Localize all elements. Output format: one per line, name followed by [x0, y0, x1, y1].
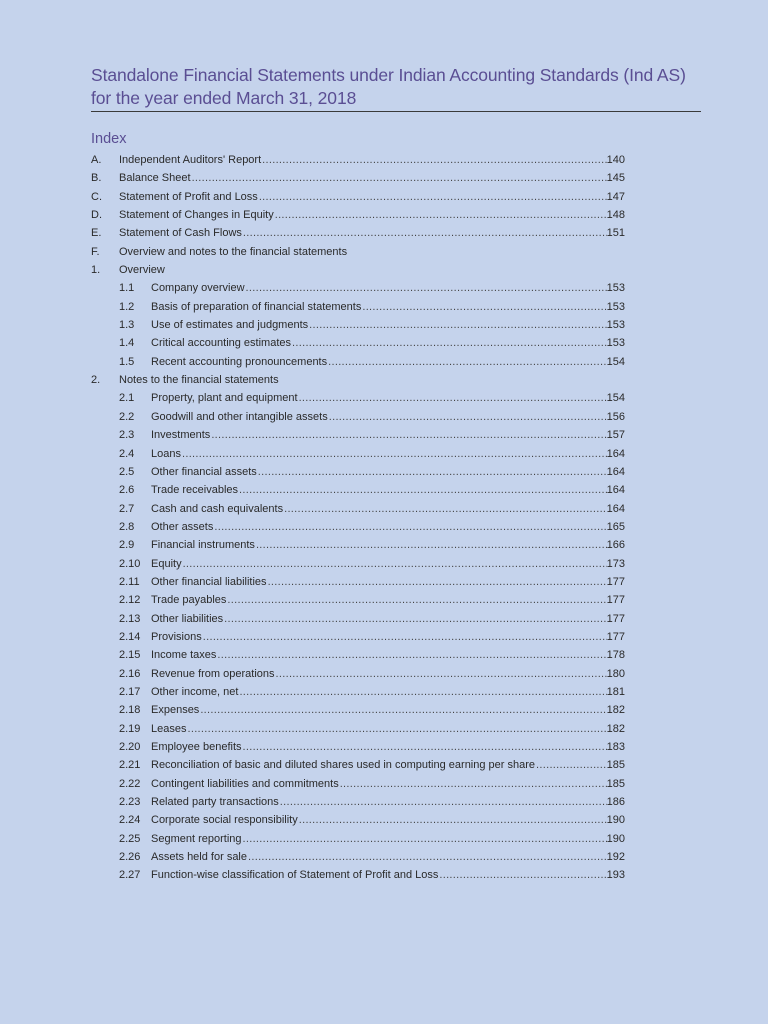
toc-entry-page: 183 [606, 741, 625, 753]
toc-entry-page: 190 [606, 814, 625, 827]
toc-entry-page: 153 [606, 300, 625, 313]
toc-entry-label: Cash and cash equivalents [151, 502, 284, 515]
toc-entry-number: F. [91, 245, 100, 258]
toc-dot-leader [242, 830, 607, 848]
toc-entry[interactable] [91, 610, 625, 628]
toc-dot-leader [291, 334, 607, 352]
toc-entry-label: Notes to the financial statements [119, 374, 279, 387]
toc-entry-page: 173 [606, 557, 625, 570]
toc-entry-label: Segment reporting [151, 832, 242, 845]
toc-entry-label: Critical accounting estimates [151, 337, 292, 350]
toc-entry[interactable] [91, 243, 625, 261]
toc-entry-page: 177 [606, 612, 625, 625]
toc-entry-number: 1.5 [119, 355, 135, 368]
toc-entry-number: 2.26 [119, 851, 141, 864]
toc-entry-label: Related party transactions [151, 796, 279, 809]
toc-entry-page: 180 [606, 667, 625, 680]
toc-entry-page: 164 [606, 447, 625, 460]
toc-entry-page: 178 [606, 649, 625, 662]
toc-entry-label: Goodwill and other intangible assets [151, 410, 328, 423]
toc-dot-leader [535, 756, 607, 774]
toc-entry[interactable] [91, 426, 625, 444]
index-heading: Index [91, 131, 127, 147]
toc-entry-number: 2.20 [119, 741, 141, 753]
toc-entry-label: Other financial assets [151, 465, 257, 478]
toc-entry-number: 2.15 [119, 649, 141, 662]
toc-dot-leader [261, 151, 606, 169]
toc-entry[interactable] [91, 188, 625, 206]
toc-entry[interactable] [91, 848, 625, 866]
toc-entry-number: 2.19 [119, 722, 141, 735]
toc-entry[interactable] [91, 298, 625, 316]
toc-entry[interactable] [91, 555, 625, 573]
toc-entry-label: Trade payables [151, 594, 227, 607]
toc-dot-leader [255, 536, 607, 554]
toc-entry[interactable] [91, 536, 625, 554]
toc-entry-label: Independent Auditors' Report [119, 154, 262, 166]
toc-entry-label: Employee benefits [151, 741, 242, 753]
toc-entry-label: Reconciliation of basic and diluted shares used in computing earning per share [151, 759, 536, 772]
toc-dot-leader [213, 518, 606, 536]
toc-entry[interactable] [91, 866, 625, 884]
toc-entry-page: 154 [606, 392, 625, 405]
toc-entry-page: 153 [606, 282, 625, 295]
toc-entry-number: 2.9 [119, 539, 135, 552]
toc-dot-leader [328, 408, 607, 426]
toc-entry-label: Financial instruments [151, 539, 255, 552]
toc-entry[interactable] [91, 683, 625, 701]
toc-dot-leader [267, 573, 607, 591]
toc-entry-number: D. [91, 209, 102, 222]
toc-entry-label: Assets held for sale [151, 851, 247, 864]
table-of-contents [91, 151, 625, 885]
toc-entry-number: 2.14 [119, 630, 141, 643]
toc-entry-number: 2.6 [119, 484, 135, 497]
toc-entry[interactable] [91, 756, 625, 774]
toc-entry-page: 182 [606, 722, 625, 735]
toc-entry[interactable] [91, 316, 625, 334]
toc-entry[interactable] [91, 701, 625, 719]
toc-entry-number: C. [91, 190, 102, 203]
toc-dot-leader [327, 353, 607, 371]
toc-dot-leader [186, 720, 606, 738]
toc-entry-label: Balance Sheet [119, 172, 191, 185]
toc-entry[interactable] [91, 408, 625, 426]
toc-dot-leader [242, 738, 607, 756]
toc-entry-page: 154 [606, 355, 625, 368]
toc-entry-page: 148 [606, 209, 625, 222]
toc-entry-label: Other liabilities [151, 612, 224, 625]
toc-entry-number: 2.21 [119, 759, 141, 772]
toc-entry-number: 2.24 [119, 814, 141, 827]
toc-dot-leader [257, 463, 607, 481]
toc-entry-number: 2.18 [119, 704, 141, 717]
toc-entry-label: Statement of Cash Flows [119, 227, 242, 240]
toc-entry[interactable] [91, 206, 625, 224]
toc-entry-label: Trade receivables [151, 484, 239, 497]
toc-entry-number: 2.5 [119, 465, 135, 478]
toc-entry[interactable] [91, 481, 625, 499]
toc-entry[interactable] [91, 646, 625, 664]
toc-entry-label: Other income, net [151, 685, 239, 698]
title-line-1: Standalone Financial Statements under Indian Accounting Standards (Ind AS) [91, 65, 686, 85]
toc-entry-number: 2.13 [119, 612, 141, 625]
toc-dot-leader [245, 279, 607, 297]
toc-entry-page: 182 [606, 704, 625, 717]
toc-dot-leader [202, 628, 607, 646]
toc-dot-leader [182, 555, 607, 573]
toc-entry-number: 2.10 [119, 557, 141, 570]
toc-entry[interactable] [91, 151, 625, 169]
toc-entry[interactable] [91, 261, 625, 279]
toc-entry[interactable] [91, 811, 625, 829]
toc-entry-number: 1.3 [119, 319, 135, 332]
toc-entry-number: 2.25 [119, 832, 141, 845]
toc-entry-page: 185 [606, 759, 625, 772]
toc-entry-label: Loans [151, 447, 181, 460]
toc-entry-page: 165 [606, 520, 625, 533]
toc-dot-leader [216, 646, 606, 664]
toc-entry-label: Leases [151, 722, 187, 735]
document-page [91, 64, 701, 882]
toc-entry[interactable] [91, 500, 625, 518]
toc-entry-label: Basis of preparation of financial statements [151, 300, 362, 313]
toc-entry[interactable] [91, 830, 625, 848]
toc-entry[interactable] [91, 628, 625, 646]
toc-entry-page: 177 [606, 575, 625, 588]
toc-entry-label: Function-wise classification of Statement of Profit and Loss [151, 869, 439, 882]
toc-dot-leader [191, 169, 607, 187]
toc-entry-page: 145 [606, 172, 625, 185]
toc-entry-label: Expenses [151, 704, 200, 717]
toc-entry-label: Other assets [151, 520, 214, 533]
toc-entry[interactable] [91, 573, 625, 591]
toc-entry-page: 193 [606, 869, 625, 882]
toc-dot-leader [438, 866, 606, 884]
toc-entry[interactable] [91, 389, 625, 407]
toc-entry-label: Recent accounting pronouncements [151, 355, 328, 368]
toc-dot-leader [199, 701, 606, 719]
toc-dot-leader [223, 610, 607, 628]
toc-entry-number: 2.27 [119, 869, 141, 882]
toc-entry[interactable] [91, 334, 625, 352]
toc-dot-leader [283, 500, 607, 518]
toc-dot-leader [275, 665, 607, 683]
toc-dot-leader [339, 775, 607, 793]
toc-dot-leader [242, 224, 607, 242]
toc-entry-number: 1. [91, 264, 101, 277]
toc-entry-number: 1.4 [119, 337, 135, 350]
toc-entry-label: Statement of Changes in Equity [119, 209, 274, 222]
toc-dot-leader [274, 206, 607, 224]
toc-dot-leader [226, 591, 606, 609]
toc-entry-page: 177 [606, 630, 625, 643]
toc-entry-number: 2.4 [119, 447, 135, 460]
toc-entry-number: 2.12 [119, 594, 141, 607]
toc-entry[interactable] [91, 775, 625, 793]
toc-entry-number: E. [91, 227, 102, 240]
toc-dot-leader [298, 389, 607, 407]
toc-entry[interactable] [91, 720, 625, 738]
toc-entry-page: 185 [606, 777, 625, 790]
toc-entry-number: 2.3 [119, 429, 135, 442]
toc-entry[interactable] [91, 518, 625, 536]
toc-entry[interactable] [91, 353, 625, 371]
toc-entry-label: Equity [151, 557, 182, 570]
toc-entry-label: Use of estimates and judgments [151, 319, 309, 332]
toc-entry-number: 1.1 [119, 282, 135, 295]
toc-entry-label: Other financial liabilities [151, 575, 267, 588]
toc-entry-label: Statement of Profit and Loss [119, 190, 258, 203]
toc-entry-number: 2.11 [119, 575, 140, 588]
toc-entry-number: 1.2 [119, 300, 135, 313]
toc-entry-page: 140 [606, 154, 625, 166]
toc-entry-page: 156 [606, 410, 625, 423]
toc-entry[interactable] [91, 169, 625, 187]
toc-dot-leader [210, 426, 606, 444]
toc-entry-number: 2. [91, 374, 101, 387]
toc-entry[interactable] [91, 371, 625, 389]
toc-entry[interactable] [91, 793, 625, 811]
toc-entry-page: 153 [606, 319, 625, 332]
toc-entry-number: A. [91, 154, 102, 166]
toc-dot-leader [181, 445, 607, 463]
toc-entry-number: 2.23 [119, 796, 141, 809]
toc-entry-page: 186 [606, 796, 625, 809]
toc-entry-page: 147 [606, 190, 625, 203]
toc-entry-page: 177 [606, 594, 625, 607]
toc-entry-number: 2.8 [119, 520, 135, 533]
toc-entry-number: 2.17 [119, 685, 141, 698]
toc-entry-number: 2.2 [119, 410, 135, 423]
toc-entry-page: 153 [606, 337, 625, 350]
page-title [91, 64, 701, 110]
toc-dot-leader [247, 848, 607, 866]
toc-entry-label: Revenue from operations [151, 667, 275, 680]
toc-entry[interactable] [91, 591, 625, 609]
toc-dot-leader [361, 298, 606, 316]
toc-entry-label: Overview and notes to the financial statements [119, 245, 348, 258]
toc-entry-page: 181 [606, 685, 625, 698]
toc-entry-page: 166 [606, 539, 625, 552]
toc-entry-page: 164 [606, 465, 625, 478]
toc-entry-label: Corporate social responsibility [151, 814, 298, 827]
toc-entry-page: 164 [606, 502, 625, 515]
toc-entry[interactable] [91, 463, 625, 481]
toc-dot-leader [308, 316, 607, 334]
toc-entry[interactable] [91, 445, 625, 463]
toc-entry[interactable] [91, 738, 625, 756]
toc-entry-label: Income taxes [151, 649, 217, 662]
toc-entry[interactable] [91, 665, 625, 683]
toc-entry-page: 190 [606, 832, 625, 845]
toc-entry-number: 2.7 [119, 502, 135, 515]
toc-entry-label: Property, plant and equipment [151, 392, 298, 405]
toc-entry-page: 151 [606, 227, 625, 240]
toc-entry-number: 2.22 [119, 777, 141, 790]
toc-entry-number: 2.16 [119, 667, 141, 680]
toc-dot-leader [279, 793, 607, 811]
toc-entry-label: Provisions [151, 630, 202, 643]
toc-entry-label: Contingent liabilities and commitments [151, 777, 339, 790]
toc-dot-leader [298, 811, 607, 829]
toc-entry-label: Investments [151, 429, 211, 442]
toc-entry-label: Overview [119, 264, 165, 277]
toc-entry-page: 192 [606, 851, 625, 864]
toc-entry-number: 2.1 [119, 392, 135, 405]
toc-entry-page: 157 [606, 429, 625, 442]
toc-dot-leader [238, 481, 607, 499]
toc-dot-leader [238, 683, 606, 701]
toc-entry-number: B. [91, 172, 102, 185]
toc-entry[interactable] [91, 279, 625, 297]
title-line-2: for the year ended March 31, 2018 [91, 88, 357, 108]
title-divider [91, 111, 701, 112]
toc-dot-leader [258, 188, 607, 206]
toc-entry[interactable] [91, 224, 625, 242]
toc-entry-page: 164 [606, 484, 625, 497]
toc-entry-label: Company overview [151, 282, 245, 295]
